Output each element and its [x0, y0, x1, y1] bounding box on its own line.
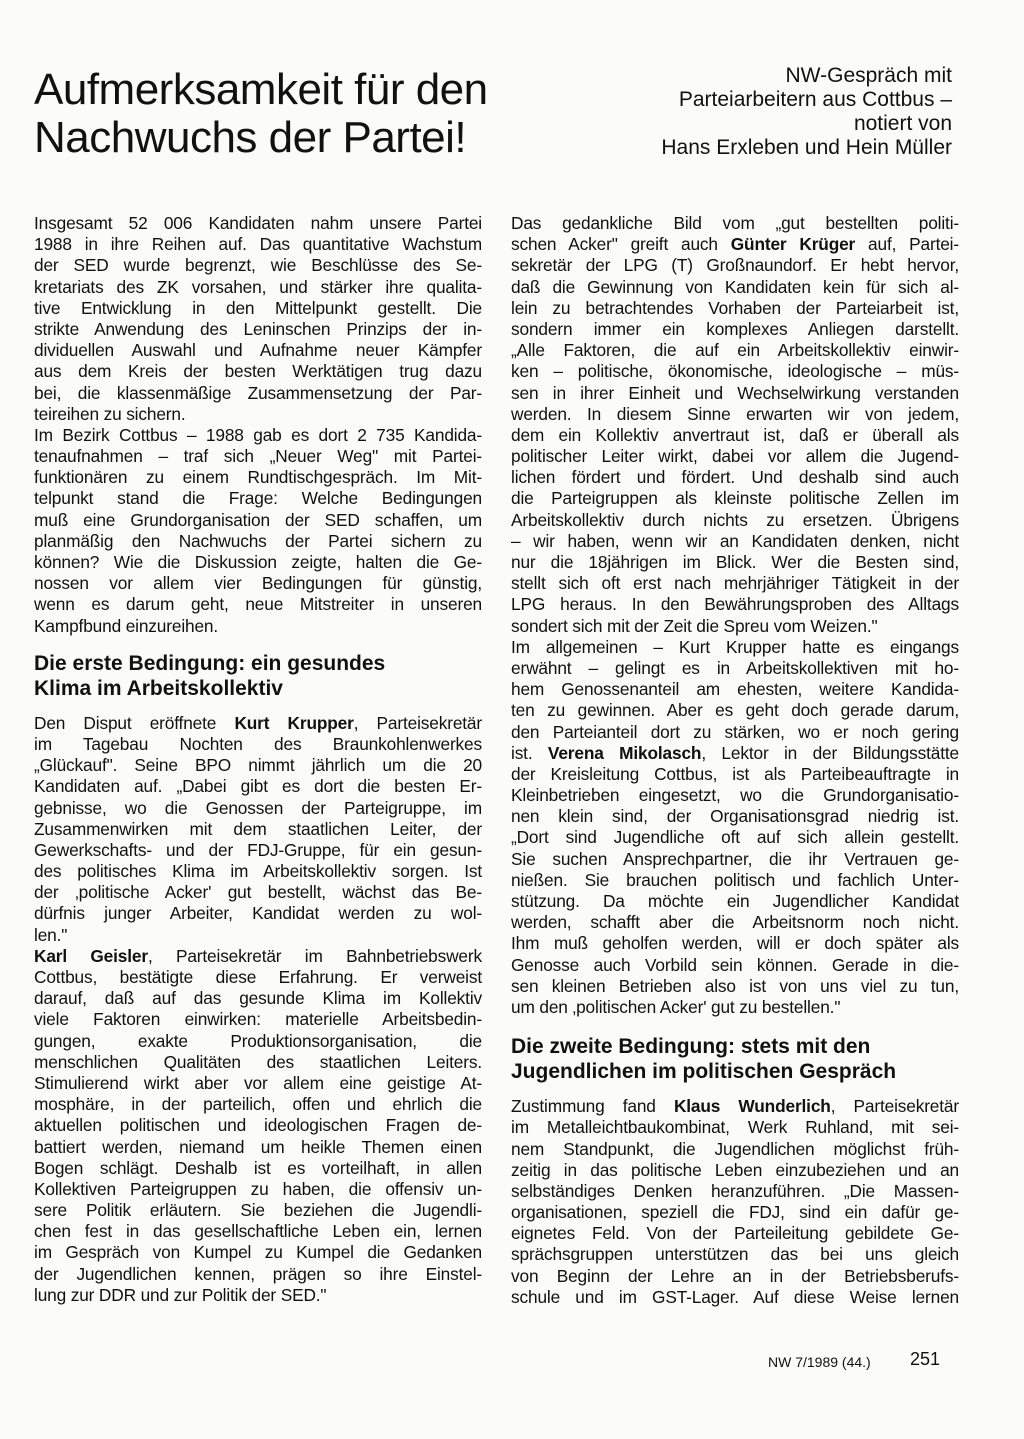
text-line: muß eine Grundorganisation der SED schaffen, um	[34, 509, 482, 530]
text-line: LPG heraus. In den Bewährungsproben des Alltags	[511, 594, 959, 615]
person-name: Kurt Krupper	[234, 712, 354, 733]
text-line: „Dort sind Jugendliche oft auf sich allein gestellt.	[511, 827, 959, 848]
text-line: Im allgemeinen – Kurt Krupper hatte es eingangs	[511, 636, 959, 657]
text-line: um den ‚politischen Acker' gut zu bestellen."	[511, 996, 841, 1017]
text-line: strikte Anwendung des Leninschen Prinzips der in-	[34, 318, 482, 339]
text-line: Karl Geisler, Parteisekretär im Bahnbetriebswerk	[34, 945, 482, 966]
right-column	[511, 213, 959, 1308]
text-line: von Beginn der Lehre an in der Betriebsberufs-	[511, 1265, 959, 1286]
text-line: stützung. Da möchte ein Jugendlicher Kandidat	[511, 891, 959, 911]
text-line: können? Wie die Diskussion zeigte, halten die Ge-	[34, 552, 482, 572]
text-line: die Parteigruppen als kleinste politische Zellen im	[511, 488, 959, 509]
text-line: nen klein sind, der Organisationsgrad niedrig ist.	[511, 806, 959, 827]
person-name: Günter Krüger	[730, 234, 856, 255]
text-line: aktuellen politischen und ideologischen Fragen de-	[34, 1115, 482, 1136]
paragraph	[511, 213, 959, 637]
text-line: politischer Leiter wirkt, dabei vor allem die Jugend-	[511, 446, 959, 467]
paragraph	[34, 946, 482, 1306]
text-line: sprächsgruppen unterstützen das bei uns gleich	[511, 1244, 959, 1265]
text-line: daß die Gewinnung von Kandidaten kein für sich al-	[511, 276, 959, 297]
text-line: dürfnis junger Arbeiter, Kandidat werden zu wol-	[34, 903, 482, 924]
person-name: Verena Mikolasch	[547, 742, 702, 763]
section-heading-2	[511, 1034, 959, 1084]
text-line: Im Bezirk Cottbus – 1988 gab es dort 2 735 Kandida-	[34, 424, 482, 445]
text-line: organisationen, speziell die FDJ, sind ein dafür ge-	[511, 1202, 959, 1223]
text-line: Genosse auch Vorbild sein können. Gerade in die-	[511, 954, 959, 975]
person-name: Karl Geisler	[34, 945, 148, 966]
text-line: ten zu gewinnen. Aber es geht doch gerade darum,	[511, 700, 959, 721]
text-line: der ‚politische Acker' gut bestellt, wächst das Be-	[34, 882, 482, 903]
title-line-1: Aufmerksamkeit für den	[34, 65, 488, 114]
text-line: nießen. Sie brauchen politisch und fachlich Unter-	[511, 869, 959, 890]
text-line: Bogen schlägt. Deshalb ist es vorteilhaft, in allen	[34, 1157, 482, 1178]
text-line: Zustimmung fand Klaus Wunderlich, Parteisekretär	[511, 1096, 959, 1117]
text-line: Kollektiven Parteigruppen zu haben, die offensiv un-	[34, 1178, 482, 1199]
text-line: im Gespräch von Kumpel zu Kumpel die Gedanken	[34, 1242, 482, 1263]
text-line: „Alle Faktoren, die auf ein Arbeitskollektiv einwir-	[511, 340, 959, 361]
text-line: Ihm muß geholfen werden, will er doch später als	[511, 933, 959, 954]
subtitle-line: notiert von	[853, 112, 952, 135]
text-line: sen in ihrer Einheit und Wechselwirkung verstanden	[511, 382, 959, 403]
text-line: sondert sich mit der Zeit die Spreu vom Weizen."	[511, 615, 878, 636]
text-line: chen fest in das gesellschaftliche Leben ein, lernen	[34, 1221, 482, 1242]
text-line: teireihen zu sichern.	[34, 403, 186, 424]
text-line: schule und im GST-Lager. Auf diese Weise lernen	[511, 1286, 959, 1307]
text-line: werden. In diesem Sinne erwarten wir von jedem,	[511, 403, 959, 424]
person-name: Klaus Wunderlich	[673, 1096, 831, 1117]
text-line: Kleinbetrieben eingesetzt, wo die Grundorganisatio-	[511, 785, 959, 806]
page-number: 251	[910, 1349, 941, 1369]
text-line: nem Standpunkt, die Jugendlichen möglichst früh-	[511, 1138, 959, 1159]
issue-reference: NW 7/1989 (44.)	[768, 1354, 871, 1370]
text-line: „Glückauf". Seine BPO nimmt jährlich um die 20	[34, 755, 482, 776]
text-line: den Parteianteil dort zu stärken, wo er noch gering	[511, 721, 959, 742]
text-line: Den Disput eröffnete Kurt Krupper, Parteisekretär	[34, 712, 483, 733]
text-line: stellt sich oft erst nach mehrjähriger Tätigkeit in der	[511, 573, 959, 594]
text-line: Cottbus, bestätigte diese Erfahrung. Er verweist	[34, 967, 482, 987]
text-line: dividuellen Auswahl und Aufnahme neuer Kämpfer	[34, 340, 482, 361]
text-line: mosphäre, in der parteilich, offen und ehrlich die	[34, 1094, 482, 1115]
text-line: des politisches Klima im Arbeitskollektiv sorgen. Ist	[34, 861, 482, 882]
paragraph	[511, 637, 959, 1018]
text-line: selbständiges Denken heranzuführen. „Die Massen-	[511, 1180, 959, 1201]
text-line: Kampfbund einzureihen.	[34, 615, 219, 636]
subtitle-line: Parteiarbeitern aus Cottbus –	[678, 88, 952, 111]
text-line: der Jugendlichen kennen, prägen so ihre Einstel-	[34, 1263, 482, 1284]
text-line: sen kleinen Betrieben also ist von uns viel zu tun,	[511, 975, 959, 996]
text-line: funktionären zu einem Rundtischgespräch. Im Mit-	[34, 467, 482, 488]
text-line: planmäßig den Nachwuchs der Partei sichern zu	[34, 530, 482, 551]
text-line: tenaufnahmen – traf sich „Neuer Weg" mit Partei-	[34, 446, 482, 467]
text-line: bei, die klassenmäßige Zusammensetzung der Par-	[34, 382, 482, 403]
text-line: battiert werden, niemand um heikle Themen einen	[34, 1136, 482, 1157]
text-line: Das gedankliche Bild vom „gut bestellten politi-	[511, 213, 959, 233]
text-line: nossen vor allem vier Bedingungen für günstig,	[34, 573, 482, 594]
text-line: hem Genossenanteil am ehesten, weitere Kandida-	[511, 679, 959, 700]
paragraph	[34, 713, 482, 946]
paragraph	[34, 425, 482, 637]
text-line: aus dem Kreis der besten Werktätigen trug dazu	[34, 361, 482, 382]
text-line: menschlichen Qualitäten des staatlichen Leiters.	[34, 1051, 482, 1072]
article-subtitle	[532, 64, 952, 160]
text-line: Arbeitskollektiv durch nichts zu ersetzen. Übrigens	[511, 509, 959, 530]
text-line: im Tagebau Nochten des Braunkohlenwerkes	[34, 733, 482, 754]
text-line: Zusammenwirken mit dem staatlichen Leiter, der	[34, 818, 482, 839]
heading-line: Jugendlichen im politischen Gespräch	[511, 1060, 897, 1084]
title-line-2: Nachwuchs der Partei!	[34, 113, 467, 162]
text-line: lung zur DDR und zur Politik der SED."	[34, 1284, 327, 1305]
text-line: lichen fördert und fördert. Und deshalb sind auch	[511, 467, 959, 488]
article-title	[34, 66, 574, 162]
text-line: sekretär der LPG (T) Großnaundorf. Er hebt hervor,	[511, 255, 959, 276]
paragraph	[34, 213, 482, 425]
text-line: 1988 in ihre Reihen auf. Das quantitative Wachstum	[34, 234, 482, 255]
text-line: Stimulierend wirkt aber vor allem eine geistige At-	[34, 1072, 482, 1093]
text-line: lein zu betrachtendes Vorhaben der Parteiarbeit ist,	[511, 297, 959, 318]
text-line: eignetes Feld. Von der Parteileitung gebildete Ge-	[511, 1223, 959, 1244]
text-line: sondern immer ein komplexes Anliegen darstellt.	[511, 318, 959, 339]
text-line: len."	[34, 924, 68, 945]
text-line: kretariats des ZK vorsahen, und stärker ihre qualita-	[34, 276, 482, 297]
text-line: Insgesamt 52 006 Kandidaten nahm unsere Partei	[34, 213, 482, 233]
text-line: gebnisse, wo die Genossen der Parteigruppe, im	[34, 797, 482, 818]
text-line: ken – politische, ökonomische, ideologische – müs-	[511, 361, 959, 382]
text-line: darauf, daß auf das gesunde Klima im Kollektiv	[34, 988, 482, 1009]
text-line: nur die 18jährigen im Blick. Wer die Besten sind,	[511, 552, 959, 572]
text-line: sere Politik erläutern. Sie beziehen die Jugendli-	[34, 1200, 482, 1221]
text-line: zeitig in das politische Leben einzubeziehen und an	[511, 1159, 959, 1180]
text-line: im Metalleichtbaukombinat, Werk Ruhland, mit sei-	[511, 1117, 959, 1138]
section-heading-1	[34, 651, 482, 701]
paragraph	[511, 1096, 959, 1308]
text-line: gungen, exakte Produktionsorganisation, die	[34, 1030, 482, 1051]
text-line: erwähnt – gelingt es in Arbeitskollektiven mit ho-	[511, 657, 959, 678]
text-line: der Kreisleitung Cottbus, ist als Parteibeauftragte in	[511, 763, 959, 784]
text-line: tive Entwicklung in den Mittelpunkt gestellt. Die	[34, 297, 482, 318]
heading-line: Die zweite Bedingung: stets mit den	[511, 1035, 871, 1059]
text-line: werden, schafft aber die Arbeitsnorm noch nicht.	[511, 912, 959, 933]
text-line: Gewerkschafts- und der FDJ-Gruppe, für ein gesun-	[34, 839, 482, 860]
text-line: schen Acker" greift auch Günter Krüger auf, Partei-	[511, 234, 959, 255]
text-line: ist. Verena Mikolasch, Lektor in der Bildungsstätte	[511, 742, 959, 763]
left-column	[34, 213, 482, 1306]
text-line: dem ein Kollektiv anvertraut ist, daß er überall als	[511, 424, 959, 445]
text-line: Sie suchen Ansprechpartner, die ihr Vertrauen ge-	[511, 848, 959, 869]
text-line: – wir haben, wenn wir an Kandidaten denken, nicht	[511, 530, 959, 551]
subtitle-line: Hans Erxleben und Hein Müller	[661, 136, 952, 159]
text-line: viele Faktoren einwirken: materielle Arbeitsbedin-	[34, 1009, 482, 1030]
heading-line: Die erste Bedingung: ein gesundes	[34, 651, 386, 675]
text-line: telpunkt stand die Frage: Welche Bedingungen	[34, 488, 482, 509]
heading-line: Klima im Arbeitskollektiv	[34, 676, 283, 700]
subtitle-line: NW-Gespräch mit	[785, 64, 952, 87]
text-line: Kandidaten auf. „Dabei gibt es dort die besten Er-	[34, 776, 482, 797]
text-line: der SED wurde begrenzt, wie Beschlüsse des Se-	[34, 255, 482, 276]
text-line: wenn es darum geht, neue Mitstreiter in unseren	[34, 594, 482, 615]
